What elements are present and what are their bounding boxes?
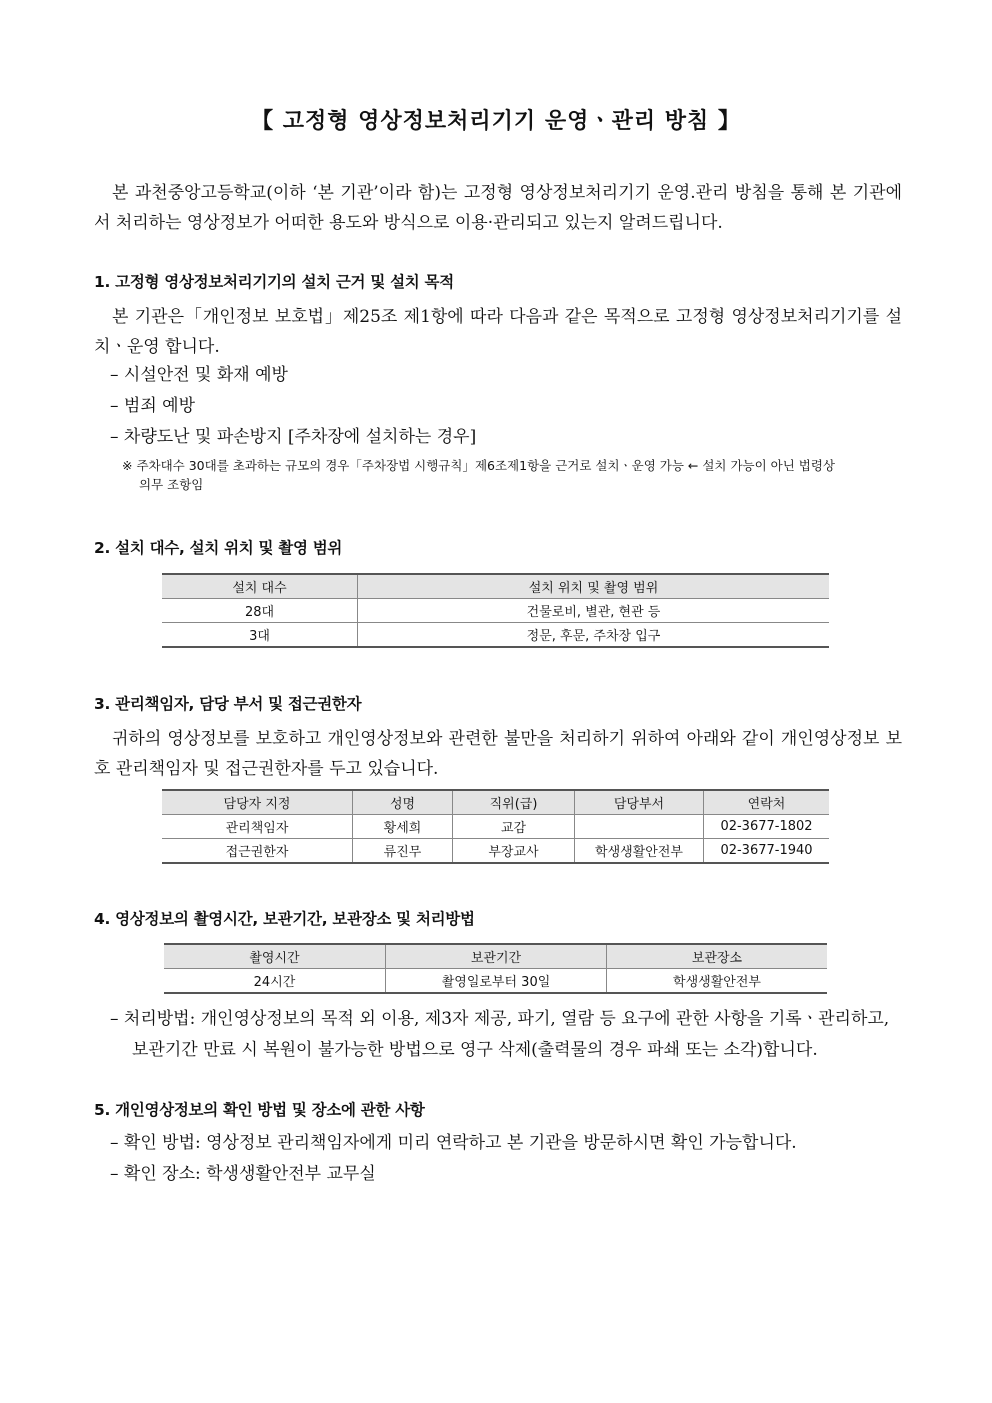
section5-item: – 확인 장소: 학생생활안전부 교무실 (110, 1164, 376, 1184)
section4-heading: 4. 영상정보의 촬영시간, 보관기간, 보관장소 및 처리방법 (94, 910, 475, 928)
table-row (162, 815, 829, 839)
table-header-cell: 담당자 지정 (162, 790, 353, 815)
method-line: – 처리방법: 개인영상정보의 목적 외 이용, 제3자 제공, 파기, 열람 등 요구에 관한 사항을 기록ㆍ관리하고, (110, 1009, 890, 1029)
table-cell: 24시간 (164, 969, 386, 994)
table-cell: 접근권한자 (162, 839, 353, 864)
table-cell: 학생생활안전부 (575, 839, 704, 864)
table-header-row (164, 944, 827, 969)
table-header-row (162, 790, 829, 815)
manager-table (162, 789, 829, 864)
table-cell: 교감 (453, 815, 575, 839)
section5-heading: 5. 개인영상정보의 확인 방법 및 장소에 관한 사항 (94, 1101, 425, 1119)
table-header-cell: 보관장소 (607, 944, 828, 969)
section3-body: 귀하의 영상정보를 보호하고 개인영상정보와 관련한 불만을 처리하기 위하여 아래와 같이 개인영상정보 보호 관리책임자 및 접근권한자를 두고 있습니다. (94, 729, 902, 779)
table-cell: 황세희 (353, 815, 453, 839)
section1-item: – 차량도난 및 파손방지 [주차장에 설치하는 경우] (110, 427, 477, 447)
table-cell: 관리책임자 (162, 815, 353, 839)
section1-item: – 범죄 예방 (110, 396, 195, 416)
table-row (162, 839, 829, 864)
section3-heading: 3. 관리책임자, 담당 부서 및 접근권한자 (94, 695, 362, 713)
note-line: ※ 주차대수 30대를 초과하는 규모의 경우「주차장법 시행규칙」제6조제1항을 근거로 설치ㆍ운영 가능 ← 설치 가능이 아닌 법령상 (122, 458, 835, 473)
table-header-row (162, 574, 829, 599)
table-header-cell: 직위(급) (453, 790, 575, 815)
intro-paragraph: 본 과천중앙고등학교(이하 ‘본 기관’이라 함)는 고정형 영상정보처리기기 운영.관리 방침을 통해 본 기관에서 처리하는 영상정보가 어떠한 용도와 방식으로 이용·관리되고 있는지 알려드립니다. (94, 183, 902, 233)
table-header-cell: 보관기간 (386, 944, 607, 969)
table-cell: 02-3677-1802 (704, 815, 830, 839)
section1-item: – 시설안전 및 화재 예방 (110, 365, 288, 385)
section1-note (122, 456, 902, 494)
table-header-cell: 설치 위치 및 촬영 범위 (358, 574, 830, 599)
table-cell: 3대 (162, 623, 358, 648)
table-header-cell: 설치 대수 (162, 574, 358, 599)
document-title: 【 고정형 영상정보처리기기 운영ㆍ관리 방침 】 (251, 109, 741, 134)
retention-table (164, 943, 827, 994)
section5-item: – 확인 방법: 영상정보 관리책임자에게 미리 연락하고 본 기관을 방문하시면 확인 가능합니다. (110, 1133, 797, 1153)
note-line: 의무 조항임 (139, 477, 204, 492)
processing-method (110, 1004, 902, 1066)
table-row (164, 969, 827, 994)
table-cell: 학생생활안전부 (607, 969, 828, 994)
table-header-cell: 연락처 (704, 790, 830, 815)
method-line: 보관기간 만료 시 복원이 불가능한 방법으로 영구 삭제(출력물의 경우 파쇄 또는 소각)합니다. (132, 1040, 818, 1060)
table-cell: 28대 (162, 599, 358, 623)
installation-table (162, 573, 829, 648)
table-cell: 정문, 후문, 주차장 입구 (358, 623, 830, 648)
section1-body: 본 기관은「개인정보 보호법」제25조 제1항에 따라 다음과 같은 목적으로 고정형 영상정보처리기기를 설치ㆍ운영 합니다. (94, 307, 902, 357)
table-row (162, 623, 829, 648)
table-cell: 건물로비, 별관, 현관 등 (358, 599, 830, 623)
section2-heading: 2. 설치 대수, 설치 위치 및 촬영 범위 (94, 539, 343, 557)
table-cell: 02-3677-1940 (704, 839, 830, 864)
table-cell: 부장교사 (453, 839, 575, 864)
table-header-cell: 촬영시간 (164, 944, 386, 969)
table-row (162, 599, 829, 623)
table-header-cell: 담당부서 (575, 790, 704, 815)
table-cell: 촬영일로부터 30일 (386, 969, 607, 994)
table-header-cell: 성명 (353, 790, 453, 815)
section1-heading: 1. 고정형 영상정보처리기기의 설치 근거 및 설치 목적 (94, 273, 454, 291)
table-cell (575, 815, 704, 839)
table-cell: 류진무 (353, 839, 453, 864)
